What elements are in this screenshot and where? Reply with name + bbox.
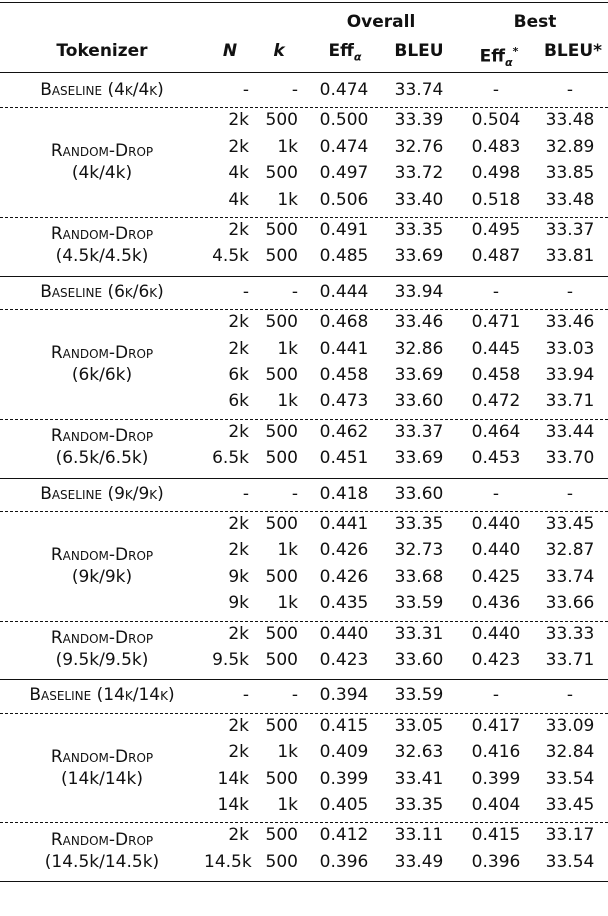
row-k-cell: 500	[265, 312, 298, 333]
row-n-cell: 9k	[228, 566, 249, 587]
row-eff-best-cell: 0.417	[471, 715, 521, 736]
row-bleu-cell: 33.35	[394, 220, 444, 240]
row-bleu-cell: 33.69	[394, 365, 444, 385]
dashed-rule	[0, 107, 608, 108]
row-bleu-best-cell: 33.54	[545, 851, 595, 872]
baseline-label: Baseline (9k/9k)	[40, 483, 164, 504]
row-k-cell: 500	[265, 514, 298, 534]
method-label: Random-Drop	[50, 746, 154, 767]
row-bleu-best-cell: 33.45	[545, 514, 595, 534]
row-k-cell: 500	[265, 365, 298, 385]
row-k-cell: 500	[265, 110, 298, 131]
row-eff-best-cell: 0.404	[471, 795, 521, 815]
row-eff-cell: 0.441	[319, 338, 369, 359]
row-eff-cell: 0.485	[319, 246, 369, 267]
row-n-cell: 4k	[228, 163, 249, 184]
row-bleu-cell: 33.39	[394, 110, 444, 131]
row-eff-best-cell: 0.504	[471, 110, 521, 131]
header-eff-overall: Eff$_\alpha$	[328, 41, 362, 64]
row-k-cell: 500	[265, 421, 298, 442]
baseline-bleu-cell: 33.94	[394, 281, 444, 302]
row-bleu-best-cell: 33.44	[545, 421, 595, 442]
row-n-cell: 6k	[228, 391, 249, 412]
baseline-bleu-cell: 33.59	[394, 685, 444, 706]
row-bleu-cell: 33.40	[394, 189, 444, 210]
header-eff-best: Eff$_\alpha$*	[479, 45, 519, 70]
row-n-cell: 14k	[217, 768, 249, 789]
row-bleu-cell: 33.72	[394, 163, 444, 184]
header-bleu-best: BLEU*	[543, 41, 603, 61]
row-n-cell: 2k	[228, 715, 249, 736]
method-label: Random-Drop	[50, 628, 154, 648]
row-eff-cell: 0.423	[319, 650, 369, 670]
row-n-cell: 2k	[228, 825, 249, 846]
baseline-bleu-cell: 33.60	[394, 483, 444, 504]
header-overall: Overall	[346, 12, 416, 32]
header-rule	[0, 72, 608, 73]
dashed-rule	[0, 621, 608, 622]
baseline-k-cell: -	[291, 483, 298, 504]
row-bleu-best-cell: 33.71	[545, 391, 595, 412]
method-vocab-label: (6k/6k)	[71, 365, 133, 385]
row-n-cell: 6.5k	[212, 448, 249, 469]
baseline-k-cell: -	[291, 281, 298, 302]
method-label: Random-Drop	[50, 343, 154, 363]
row-eff-best-cell: 0.453	[471, 448, 521, 469]
row-k-cell: 1k	[277, 338, 298, 359]
baseline-bleu-best-cell: -	[566, 685, 574, 706]
row-k-cell: 500	[265, 448, 298, 469]
row-bleu-cell: 33.31	[394, 623, 444, 644]
row-n-cell: 9.5k	[212, 650, 249, 670]
group-rule	[0, 478, 608, 479]
row-n-cell: 9k	[228, 593, 249, 614]
baseline-label: Baseline (4k/4k)	[40, 80, 164, 100]
row-k-cell: 1k	[277, 540, 298, 561]
dashed-rule	[0, 511, 608, 512]
row-eff-cell: 0.440	[319, 623, 369, 644]
row-k-cell: 500	[265, 163, 298, 184]
row-eff-cell: 0.473	[319, 391, 369, 412]
method-label: Random-Drop	[50, 224, 154, 245]
row-eff-best-cell: 0.425	[471, 566, 521, 587]
row-bleu-best-cell: 33.70	[545, 448, 595, 469]
row-n-cell: 2k	[228, 220, 249, 240]
top-rule	[0, 2, 608, 3]
row-n-cell: 2k	[228, 110, 249, 131]
row-bleu-cell: 33.49	[394, 851, 444, 872]
dashed-rule	[0, 419, 608, 420]
dashed-rule	[0, 713, 608, 714]
row-k-cell: 500	[265, 566, 298, 587]
row-bleu-best-cell: 33.71	[545, 650, 595, 670]
row-bleu-best-cell: 33.85	[545, 163, 595, 184]
row-eff-best-cell: 0.495	[471, 220, 521, 240]
dashed-rule	[0, 217, 608, 218]
baseline-eff-best-cell: -	[492, 483, 500, 504]
baseline-bleu-best-cell: -	[566, 483, 574, 504]
row-bleu-cell: 32.73	[394, 540, 444, 561]
row-eff-cell: 0.497	[319, 163, 369, 184]
row-eff-cell: 0.415	[319, 715, 369, 736]
row-eff-cell: 0.435	[319, 593, 369, 614]
row-eff-cell: 0.491	[319, 220, 369, 240]
row-k-cell: 1k	[277, 795, 298, 815]
method-vocab-label: (14k/14k)	[61, 768, 143, 789]
row-eff-best-cell: 0.423	[471, 650, 521, 670]
baseline-label: Baseline (14k/14k)	[29, 685, 175, 706]
row-n-cell: 4k	[228, 189, 249, 210]
row-eff-cell: 0.500	[319, 110, 369, 131]
row-bleu-best-cell: 33.48	[545, 110, 595, 131]
row-bleu-best-cell: 33.03	[545, 338, 595, 359]
row-n-cell: 2k	[228, 540, 249, 561]
baseline-eff-best-cell: -	[492, 685, 500, 706]
row-bleu-cell: 33.05	[394, 715, 444, 736]
method-label: Random-Drop	[50, 829, 154, 850]
dashed-rule	[0, 822, 608, 823]
row-eff-cell: 0.451	[319, 448, 369, 469]
baseline-bleu-best-cell: -	[566, 80, 574, 100]
row-eff-best-cell: 0.440	[471, 540, 521, 561]
row-eff-best-cell: 0.436	[471, 593, 521, 614]
baseline-eff-best-cell: -	[492, 281, 500, 302]
row-bleu-best-cell: 33.48	[545, 189, 595, 210]
row-bleu-best-cell: 33.46	[545, 312, 595, 333]
row-bleu-cell: 33.60	[394, 391, 444, 412]
baseline-k-cell: -	[291, 685, 298, 706]
row-bleu-cell: 33.60	[394, 650, 444, 670]
row-eff-cell: 0.441	[319, 514, 369, 534]
row-eff-cell: 0.409	[319, 742, 369, 763]
row-n-cell: 2k	[228, 421, 249, 442]
dashed-rule	[0, 309, 608, 310]
method-vocab-label: (9.5k/9.5k)	[55, 650, 149, 670]
row-eff-best-cell: 0.399	[471, 768, 521, 789]
header-best: Best	[513, 12, 557, 32]
row-eff-cell: 0.426	[319, 540, 369, 561]
row-k-cell: 1k	[277, 593, 298, 614]
row-bleu-cell: 33.37	[394, 421, 444, 442]
row-n-cell: 2k	[228, 312, 249, 333]
header-k: k	[273, 41, 285, 61]
row-eff-best-cell: 0.440	[471, 623, 521, 644]
row-bleu-cell: 33.35	[394, 514, 444, 534]
method-vocab-label: (14.5k/14.5k)	[44, 851, 160, 872]
row-bleu-best-cell: 33.33	[545, 623, 595, 644]
baseline-bleu-cell: 33.74	[394, 80, 444, 100]
row-eff-best-cell: 0.445	[471, 338, 521, 359]
method-vocab-label: (4.5k/4.5k)	[55, 246, 149, 267]
row-eff-best-cell: 0.440	[471, 514, 521, 534]
row-eff-cell: 0.405	[319, 795, 369, 815]
group-rule	[0, 679, 608, 680]
row-n-cell: 2k	[228, 742, 249, 763]
row-bleu-best-cell: 33.74	[545, 566, 595, 587]
row-k-cell: 500	[265, 825, 298, 846]
header-tokenizer: Tokenizer	[56, 41, 148, 61]
baseline-eff-cell: 0.418	[319, 483, 369, 504]
baseline-bleu-best-cell: -	[566, 281, 574, 302]
row-eff-best-cell: 0.396	[471, 851, 521, 872]
row-n-cell: 2k	[228, 338, 249, 359]
row-eff-cell: 0.412	[319, 825, 369, 846]
method-label: Random-Drop	[50, 544, 154, 565]
row-eff-best-cell: 0.415	[471, 825, 521, 846]
row-eff-best-cell: 0.483	[471, 136, 521, 157]
row-k-cell: 500	[265, 650, 298, 670]
row-bleu-best-cell: 32.89	[545, 136, 595, 157]
method-vocab-label: (4k/4k)	[71, 163, 133, 184]
row-eff-best-cell: 0.498	[471, 163, 521, 184]
row-bleu-cell: 32.63	[394, 742, 444, 763]
method-label: Random-Drop	[50, 426, 154, 447]
row-k-cell: 500	[265, 851, 298, 872]
baseline-n-cell: -	[242, 80, 249, 100]
row-bleu-cell: 32.86	[394, 338, 444, 359]
row-eff-best-cell: 0.458	[471, 365, 521, 385]
row-bleu-cell: 33.41	[394, 768, 444, 789]
row-k-cell: 1k	[277, 391, 298, 412]
row-k-cell: 1k	[277, 742, 298, 763]
row-eff-best-cell: 0.416	[471, 742, 521, 763]
row-bleu-cell: 33.69	[394, 246, 444, 267]
row-eff-best-cell: 0.518	[471, 189, 521, 210]
row-k-cell: 500	[265, 715, 298, 736]
row-bleu-best-cell: 32.87	[545, 540, 595, 561]
baseline-eff-cell: 0.474	[319, 80, 369, 100]
row-bleu-cell: 33.59	[394, 593, 444, 614]
row-eff-cell: 0.458	[319, 365, 369, 385]
method-vocab-label: (9k/9k)	[71, 566, 133, 587]
bottom-rule	[0, 881, 608, 882]
row-n-cell: 2k	[228, 514, 249, 534]
row-bleu-best-cell: 33.45	[545, 795, 595, 815]
header-bleu-overall: BLEU	[394, 41, 444, 61]
baseline-eff-cell: 0.444	[319, 281, 369, 302]
row-eff-cell: 0.399	[319, 768, 369, 789]
row-bleu-cell: 32.76	[394, 136, 444, 157]
row-eff-cell: 0.462	[319, 421, 369, 442]
row-n-cell: 2k	[228, 623, 249, 644]
row-n-cell: 2k	[228, 136, 249, 157]
baseline-k-cell: -	[291, 80, 298, 100]
row-n-cell: 4.5k	[212, 246, 249, 267]
baseline-n-cell: -	[242, 281, 249, 302]
baseline-eff-cell: 0.394	[319, 685, 369, 706]
baseline-eff-best-cell: -	[492, 80, 500, 100]
baseline-n-cell: -	[242, 483, 249, 504]
row-bleu-cell: 33.11	[394, 825, 444, 846]
row-bleu-best-cell: 33.17	[545, 825, 595, 846]
row-eff-cell: 0.426	[319, 566, 369, 587]
row-n-cell: 14.5k	[204, 851, 252, 872]
row-bleu-cell: 33.35	[394, 795, 444, 815]
baseline-label: Baseline (6k/6k)	[40, 281, 164, 302]
row-n-cell: 6k	[228, 365, 249, 385]
row-eff-cell: 0.506	[319, 189, 369, 210]
row-eff-best-cell: 0.464	[471, 421, 521, 442]
row-bleu-cell: 33.46	[394, 312, 444, 333]
row-bleu-cell: 33.69	[394, 448, 444, 469]
row-eff-cell: 0.474	[319, 136, 369, 157]
method-vocab-label: (6.5k/6.5k)	[55, 448, 149, 469]
row-eff-best-cell: 0.487	[471, 246, 521, 267]
row-k-cell: 1k	[277, 136, 298, 157]
row-k-cell: 500	[265, 768, 298, 789]
row-bleu-best-cell: 33.37	[545, 220, 595, 240]
row-bleu-best-cell: 33.54	[545, 768, 595, 789]
baseline-n-cell: -	[242, 685, 249, 706]
row-eff-cell: 0.468	[319, 312, 369, 333]
row-k-cell: 500	[265, 220, 298, 240]
row-bleu-best-cell: 33.09	[545, 715, 595, 736]
method-label: Random-Drop	[50, 141, 154, 162]
row-bleu-best-cell: 32.84	[545, 742, 595, 763]
row-k-cell: 500	[265, 246, 298, 267]
row-k-cell: 500	[265, 623, 298, 644]
row-eff-cell: 0.396	[319, 851, 369, 872]
row-eff-best-cell: 0.472	[471, 391, 521, 412]
header-n: N	[222, 41, 238, 61]
row-bleu-best-cell: 33.81	[545, 246, 595, 267]
row-bleu-best-cell: 33.94	[545, 365, 595, 385]
row-eff-best-cell: 0.471	[471, 312, 521, 333]
row-n-cell: 14k	[217, 795, 249, 815]
row-bleu-cell: 33.68	[394, 566, 444, 587]
row-bleu-best-cell: 33.66	[545, 593, 595, 614]
group-rule	[0, 276, 608, 277]
row-k-cell: 1k	[277, 189, 298, 210]
